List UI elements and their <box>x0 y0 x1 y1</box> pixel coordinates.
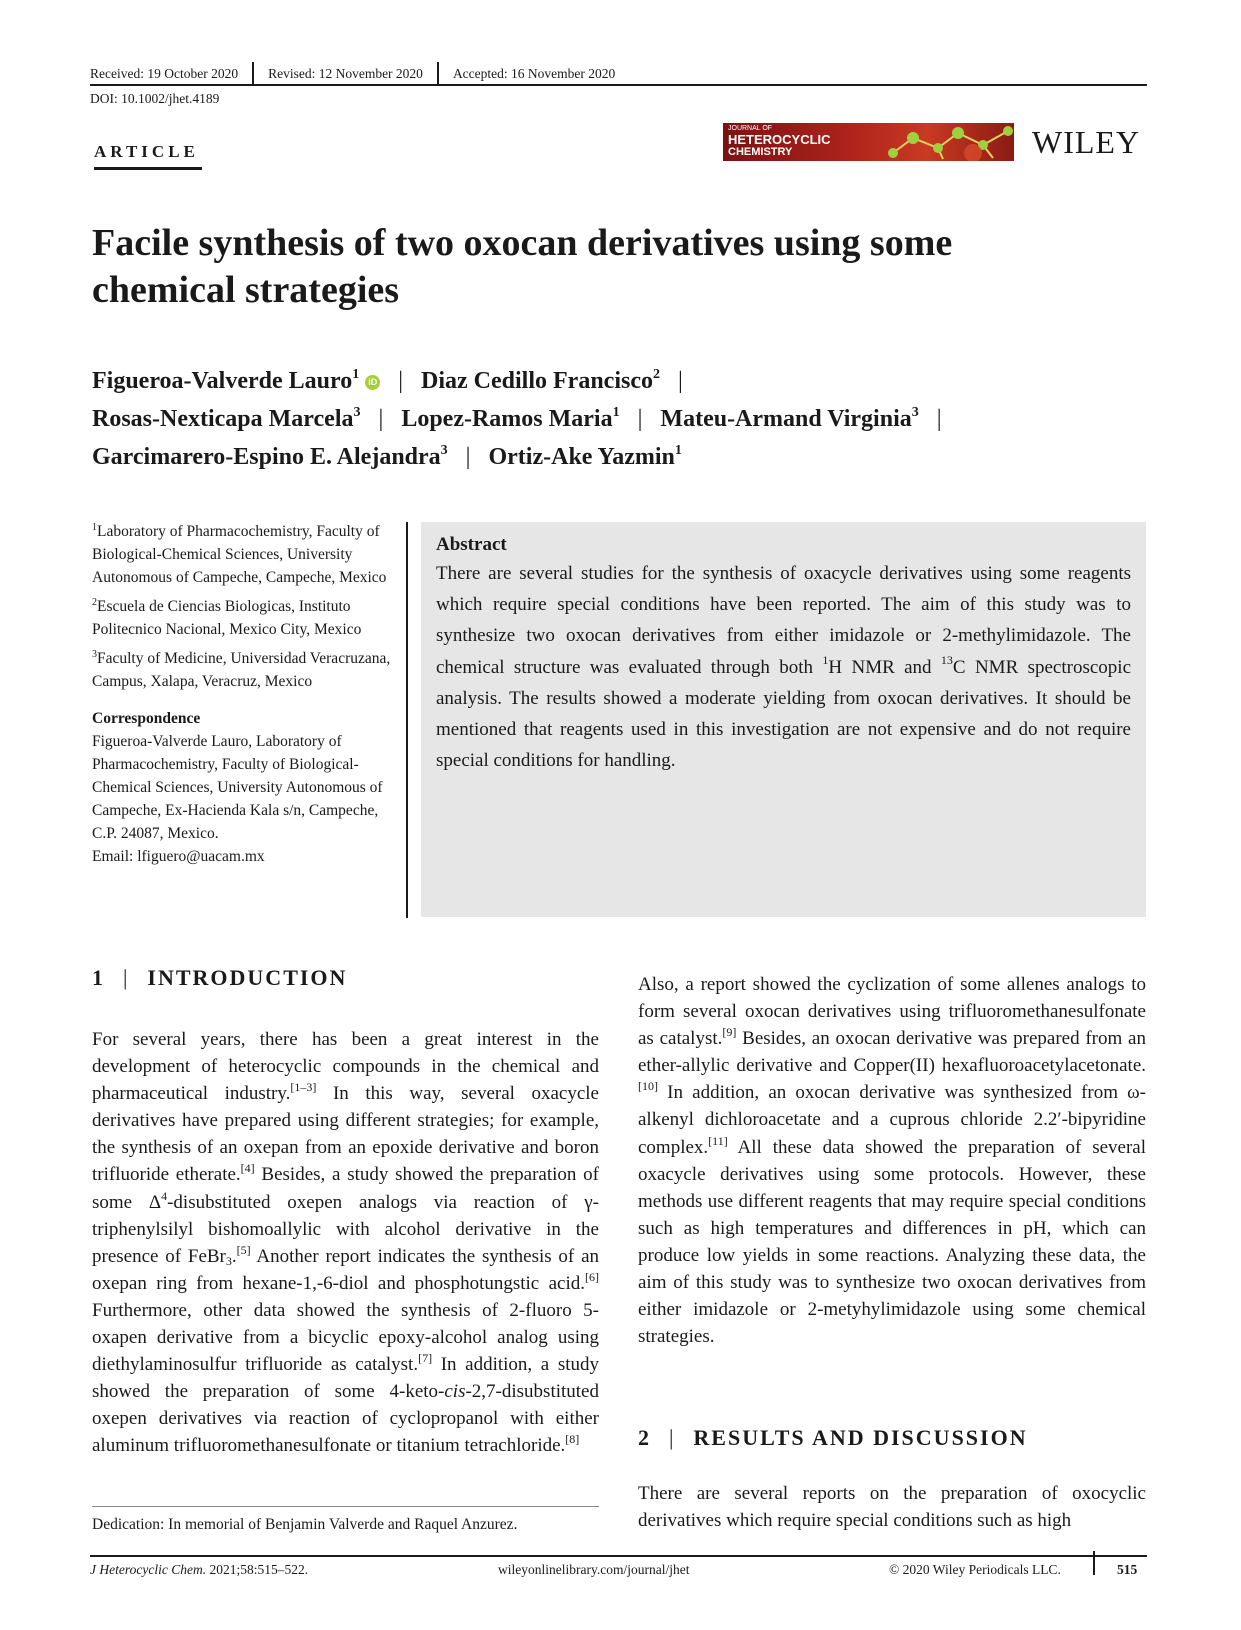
author-affiliation-mark: 1 <box>674 443 682 458</box>
affiliation <box>92 647 392 693</box>
section-heading-results: 2 | RESULTS AND DISCUSSION <box>638 1425 1028 1450</box>
molecule-graphic-icon <box>883 123 1014 161</box>
journal-logo-line3: CHEMISTRY <box>728 146 793 158</box>
citation-link[interactable]: [10] <box>638 1079 658 1094</box>
author[interactable]: Lopez-Ramos Maria <box>401 406 613 432</box>
citation-link[interactable]: [4] <box>240 1161 255 1176</box>
journal-logo-text <box>728 125 831 158</box>
citation-link[interactable]: [11] <box>708 1133 728 1148</box>
author-affiliation-mark: 2 <box>653 367 660 382</box>
date-separator <box>252 62 254 86</box>
author-affiliation-mark: 1 <box>352 367 360 382</box>
author[interactable]: Garcimarero-Espino E. Alejandra <box>92 444 441 470</box>
section-heading-introduction: 1 | INTRODUCTION <box>92 965 348 990</box>
affiliation-text: Laboratory of Pharmacochemistry, Faculty of Biological-Chemical Sciences, University Autonomous of Campeche, Campeche, Mexico <box>92 523 387 586</box>
journal-logo-line2: HETEROCYCLIC <box>728 132 831 147</box>
journal-logo[interactable] <box>723 123 1014 161</box>
doi[interactable]: DOI: 10.1002/jhet.4189 <box>90 91 220 106</box>
abstract-heading: Abstract <box>436 534 507 555</box>
received-date: Received: 19 October 2020 <box>90 66 239 81</box>
article-title: Facile synthesis of two oxocan derivatives using some chemical strategies <box>92 222 953 311</box>
introduction-text: For several years, there has been a great interest in the development of heterocyclic compounds in the chemical and pharmaceutical industry.[1–3] In this way, several oxacycle derivatives have prepared using different strategies; for example, the synthesis of an oxepan from an epoxide derivative and boron trifluoride etherate.[4] Besides, a study showed the preparation of some $\Delta^4$-disubstituted oxepen analogs via reaction of γ-triphenylsilyl bishomoallylic with alcohol derivative in the presence of FeBr$_3$.[5] Another report indicates the synthesis of an oxepan ring from hexane-1,-6-diol and phosphotungstic acid.[6] Furthermore, other data showed the synthesis of 2-fluoro 5-oxapen derivative from a bicyclic epoxy-alcohol analog using diethylaminosulfur trifluoride as catalyst.[7] In addition, a study showed the preparation of some 4-keto-cis-2,7-disubstituted oxepen derivatives via reaction of cyclopropanol with either aluminum trifluoromethanesulfonate or titanium tetrachloride.[8] <box>92 1029 599 1457</box>
affiliation-number: 2 <box>92 597 97 608</box>
footer-separator <box>1093 1551 1095 1575</box>
page-number: 515 <box>1117 1562 1138 1577</box>
date-separator <box>437 62 439 86</box>
affiliation <box>92 595 392 641</box>
author-affiliation-mark: 3 <box>440 443 448 458</box>
journal-logo-line1: JOURNAL OF <box>728 125 773 132</box>
author[interactable]: Ortiz-Ake Yazmin <box>488 444 675 470</box>
author[interactable]: Mateu-Armand Virginia <box>660 406 912 432</box>
affiliation <box>92 520 392 589</box>
citation-link[interactable]: [6] <box>585 1269 599 1284</box>
author-list: Figueroa-Valverde Lauro$^1$ iD | Diaz Cedillo Francisco$^2$ | Rosas-Nexticapa Marcela$^3$ | Lopez-Ramos Maria$^1$ | Mateu-Armand Virginia$^3$ | Garcimarero-Espino E. Alejandra$^3$ | Ortiz-Ake Yazmin$^1$ <box>92 367 942 470</box>
header-rule <box>90 84 1147 86</box>
correspondence-heading: Correspondence <box>92 710 201 727</box>
dedication-footnote: Dedication: In memorial of Benjamin Valverde and Raquel Anzurez. <box>92 1516 518 1533</box>
orcid-icon[interactable]: iD <box>365 375 380 390</box>
correspondence-text: Figueroa-Valverde Lauro, Laboratory of Pharmacochemistry, Faculty of Biological-Chemical Sciences, University Autonomous of Campeche, Ex-Hacienda Kala s/n, Campeche, C.P. 24087, Mexico. <box>92 733 383 842</box>
citation-link[interactable]: [8] <box>565 1432 580 1447</box>
footer-copyright: © 2020 Wiley Periodicals LLC. <box>889 1562 1061 1577</box>
affiliation-number: 3 <box>92 649 97 660</box>
affiliations <box>92 520 392 868</box>
abstract-text: There are several studies for the synthesis of oxacycle derivatives using some reagents which require special conditions have been reported. The aim of this study was to synthesize two oxocan derivatives from either imidazole or 2-methylimidazole. The chemical structure was evaluated through both $^1$H NMR and $^{13}$C NMR spectroscopic analysis. The results showed a moderate yielding from oxocan derivatives. It should be mentioned that reagents used in this investigation are not expensive and do not require special conditions for handling. <box>436 563 1131 772</box>
citation-link[interactable]: [7] <box>418 1351 433 1366</box>
accepted-date: Accepted: 16 November 2020 <box>452 66 616 81</box>
column-divider <box>406 522 408 918</box>
citation-link[interactable]: [5] <box>236 1242 251 1257</box>
author-affiliation-mark: 3 <box>353 405 361 420</box>
article-dates <box>90 62 615 86</box>
author-affiliation-mark: 1 <box>612 405 620 420</box>
introduction-text-continued: Also, a report showed the cyclization of some allenes analogs to form several oxocan derivatives using trifluoromethanesulfonate as catalyst.[9] Besides, an oxocan derivative was prepared from an ether-allylic derivative and Copper(II) hexafluoroacetylacetonate.[10] In addition, an oxocan derivative was synthesized from ω-alkenyl dichloroacetate and a cuprous chloride 2.2′-bipyridine complex.[11] All these data showed the preparation of several oxacycle derivatives using some protocols. However, these methods use different reagents that may require special conditions such as high temperatures and differences in pH, which can produce low yields in some reactions. Analyzing these data, the aim of this study was to synthesize two oxocan derivatives from either imidazole or 2-metyhylimidazole using some chemical strategies. <box>638 974 1146 1348</box>
footer-journal-url[interactable]: wileyonlinelibrary.com/journal/jhet <box>498 1562 690 1577</box>
affiliation-text: Faculty of Medicine, Universidad Veracruzana, Campus, Xalapa, Veracruz, Mexico <box>92 650 391 690</box>
author[interactable]: Diaz Cedillo Francisco <box>421 368 653 394</box>
revised-date: Revised: 12 November 2020 <box>268 66 423 81</box>
author[interactable]: Rosas-Nexticapa Marcela <box>92 406 354 432</box>
correspondence-email[interactable]: Email: lfiguero@uacam.mx <box>92 848 265 865</box>
author-affiliation-mark: 3 <box>911 405 919 420</box>
citation-link[interactable]: [9] <box>722 1025 737 1040</box>
article-label-underline <box>94 167 202 170</box>
affiliation-text: Escuela de Ciencias Biologicas, Instituto Politecnico Nacional, Mexico City, Mexico <box>92 598 362 638</box>
article-type-label: ARTICLE <box>94 142 199 161</box>
publisher-logo[interactable]: WILEY <box>1032 124 1141 160</box>
footer-citation: J Heterocyclic Chem. 2021;58:515–522. <box>90 1562 309 1577</box>
results-text: There are several reports on the preparation of oxocyclic derivatives which require special conditions such as high <box>638 1483 1146 1532</box>
citation-link[interactable]: [1–3] <box>290 1080 317 1095</box>
abstract-box <box>421 522 1146 917</box>
affiliation-number: 1 <box>92 522 97 533</box>
author[interactable]: Figueroa-Valverde Lauro <box>92 368 353 394</box>
footnote-rule <box>92 1506 599 1507</box>
footer-rule <box>90 1555 1147 1557</box>
